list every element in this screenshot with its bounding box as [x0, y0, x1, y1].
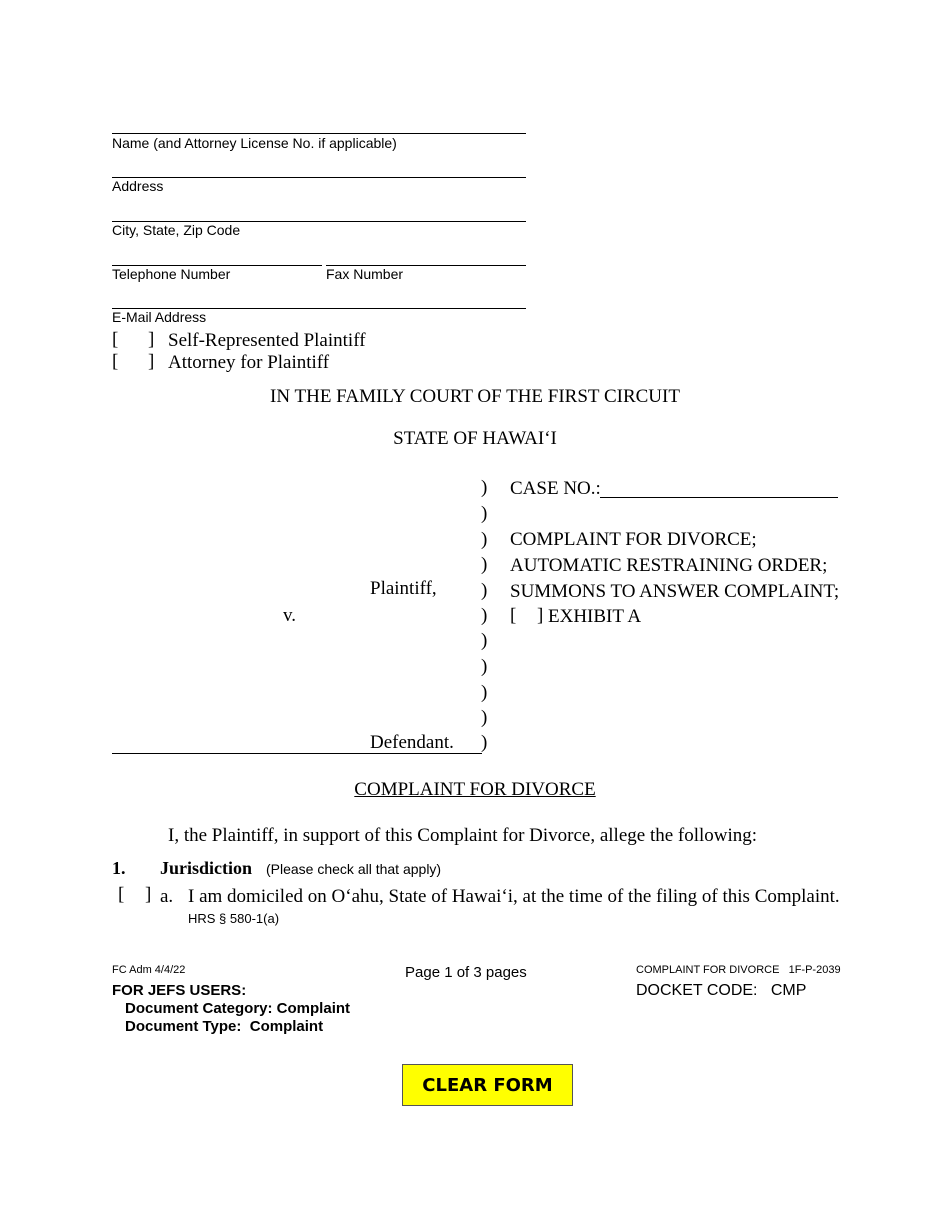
- caption-paren: ): [481, 707, 488, 728]
- case-no-input[interactable]: [600, 477, 838, 498]
- versus-label: v.: [283, 605, 297, 626]
- section-note: (Please check all that apply): [266, 861, 442, 877]
- item-a-letter: a.: [160, 886, 174, 907]
- exhibit-a-checkbox[interactable]: [ ]: [510, 605, 544, 626]
- form-name: COMPLAINT FOR DIVORCE 1F-P-2039: [636, 964, 841, 976]
- telephone-label: Telephone Number: [112, 266, 231, 282]
- email-input[interactable]: [112, 288, 526, 309]
- name-input[interactable]: [112, 113, 526, 134]
- address-input[interactable]: [112, 157, 526, 178]
- form-revision: FC Adm 4/4/22: [112, 964, 186, 976]
- intro-statement: I, the Plaintiff, in support of this Complaint for Divorce, allege the following:: [168, 825, 758, 846]
- complaint-title-text: COMPLAINT FOR DIVORCE: [354, 779, 596, 800]
- exhibit-a-label: EXHIBIT A: [548, 606, 642, 627]
- page-info: Page 1 of 3 pages: [405, 964, 527, 981]
- caption-paren: ): [481, 682, 488, 703]
- telephone-input[interactable]: [112, 245, 322, 266]
- court-name: IN THE FAMILY COURT OF THE FIRST CIRCUIT: [270, 386, 680, 407]
- case-no-label: CASE NO.:: [510, 478, 601, 499]
- section-title-jurisdiction: Jurisdiction: [160, 858, 253, 878]
- caption-paren: ): [481, 477, 488, 498]
- city-state-zip-input[interactable]: [112, 201, 526, 222]
- caption-bottom-rule: [112, 753, 482, 754]
- fax-input[interactable]: [326, 245, 526, 266]
- name-label: Name (and Attorney License No. if applicable): [112, 135, 397, 151]
- caption-paren: ): [481, 554, 488, 575]
- caption-paren: ): [481, 605, 488, 626]
- defendant-label: Defendant.: [370, 732, 454, 753]
- complaint-title: [0, 779, 950, 801]
- clear-form-button[interactable]: CLEAR FORM: [402, 1064, 573, 1106]
- court-state: STATE OF HAWAI‘I: [393, 428, 557, 449]
- attorney-checkbox[interactable]: [ ]: [112, 351, 155, 372]
- doc-title-restraining-order: AUTOMATIC RESTRAINING ORDER;: [510, 555, 828, 576]
- caption-paren: ): [481, 580, 488, 601]
- attorney-label: Attorney for Plaintiff: [168, 352, 330, 373]
- caption-paren: ): [481, 503, 488, 524]
- item-a-statute-ref: HRS § 580-1(a): [188, 911, 280, 926]
- self-represented-checkbox[interactable]: [ ]: [112, 329, 155, 350]
- caption-paren: ): [481, 630, 488, 651]
- document-category: Document Category: Complaint: [125, 1000, 351, 1017]
- caption-paren: ): [481, 529, 488, 550]
- docket-code: DOCKET CODE: CMP: [636, 982, 807, 999]
- section-number: 1.: [112, 858, 126, 878]
- item-a-text: I am domiciled on O‘ahu, State of Hawai‘i, at the time of the filing of this Complaint.: [188, 886, 840, 907]
- caption-paren: ): [481, 732, 488, 753]
- item-a-checkbox[interactable]: [ ]: [118, 884, 152, 905]
- address-label: Address: [112, 178, 164, 194]
- self-represented-label: Self-Represented Plaintiff: [168, 330, 366, 351]
- caption-paren: ): [481, 656, 488, 677]
- plaintiff-label: Plaintiff,: [370, 578, 437, 599]
- doc-title-complaint: COMPLAINT FOR DIVORCE;: [510, 529, 757, 550]
- fax-label: Fax Number: [326, 266, 404, 282]
- document-type: Document Type: Complaint: [125, 1018, 324, 1035]
- email-label: E-Mail Address: [112, 309, 207, 325]
- jefs-heading: FOR JEFS USERS:: [112, 982, 247, 999]
- doc-title-summons: SUMMONS TO ANSWER COMPLAINT;: [510, 581, 840, 602]
- city-label: City, State, Zip Code: [112, 222, 241, 238]
